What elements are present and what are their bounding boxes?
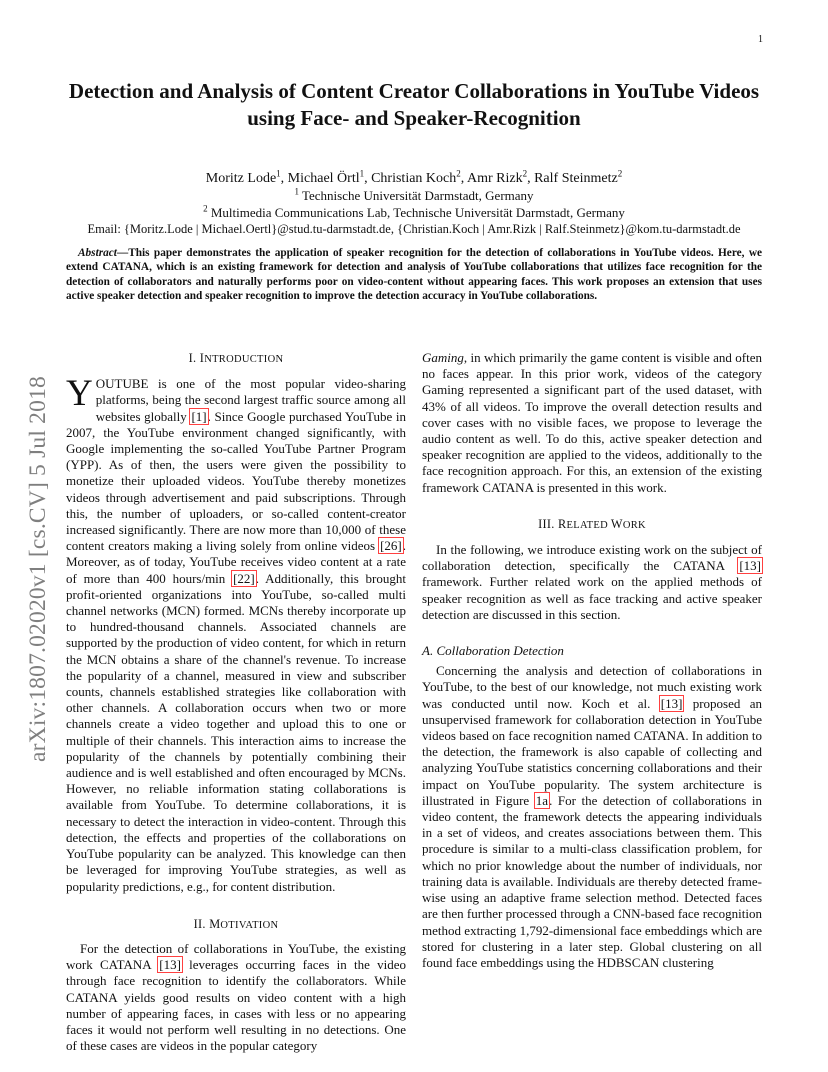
author-separator: , xyxy=(364,171,372,186)
section-number: II. xyxy=(193,916,206,931)
abstract-dash: — xyxy=(116,247,129,259)
author-name: Michael Örtl xyxy=(287,171,360,186)
affiliation-text: Multimedia Communications Lab, Technische Universität Darmstadt, Germany xyxy=(210,205,625,220)
section-title-rest: ELATED xyxy=(566,519,611,531)
left-column xyxy=(66,350,406,1054)
arxiv-identifier: arXiv:1807.02020v1 [cs.CV] 5 Jul 2018 xyxy=(25,376,51,762)
author-list xyxy=(60,170,768,187)
collab-text-b: proposed an unsupervised framework for collaboration detection in YouTube videos based on face recognition named CATANA. In addition to the detection, the framework is also capable of collecting and analyzing YouTube statistics concerning collaborations and their impact on YouTube popularity. The system architecture is illustrated in Figure xyxy=(422,695,762,808)
right-column xyxy=(422,350,762,971)
author-separator: , xyxy=(527,171,535,186)
motivation-text-b: leverages occurring faces in the video through face recognition to identify the collaborators. While CATANA yields good results on video content with a high number of appearing faces, in cases with less or no appearing faces it would not perform well resulting in no detections. One of these cases are videos in the popular category xyxy=(66,957,406,1054)
intro-text-d: . Additionally, this brought profit-oriented organizations into YouTube, so-called multi channel networks (MCN) formed. MCNs thereby incorporate up to hundred-thousand channels. Associated channels are supported by the production of video content, for which in return the MCN obtains a share of the channel's revenue. To increase the popularity of a channel, measured in view and subscriber counts, channels established strategies like collaboration with other channels. A collaboration occurs when two or more channels create a video together and upload this to one or multiple of their channels. This interaction aims to increase the popularity of the channels by potentially combining their audience and is well established and often encouraged by MCNs. However, no reliable information stating collaborations is available from YouTube. To determine collaborations, it is necessary to detect the interaction in video-content. Through this detection, the effects and properties of the collaborations on YouTube popularity can be analyzed. This knowledge can then be leveraged for improving YouTube strategies, as well as popularity predictions, e.g., for content distribution. xyxy=(66,570,406,894)
intro-text-b: . Since Google purchased YouTube in 2007, the YouTube environment changed significantly, with Google implementing the so-called YouTube Partner Program (YPP). As of then, the users were given the possibility to monetize their uploaded videos. YouTube thereby monetizes videos through advertisement and paid subscriptions. Through this, the number of uploaders, or so-called content-creator increased significantly. There are now more than 10,000 of these content creators making a living solely from online videos xyxy=(66,408,406,554)
section-number: I. xyxy=(188,351,197,365)
motivation-paragraph-continued xyxy=(422,350,762,496)
section-number: III. xyxy=(538,516,555,531)
motivation-paragraph xyxy=(66,941,406,1054)
related-work-paragraph xyxy=(422,542,762,623)
collab-text-c: . For the detection of collaborations in video content, the framework detects the appearing individuals in a set of videos, and creates associations between them. This procedure is similar to a multi-class classification problem, for which no prior knowledge about the number of individuals, nor training data is available. Individuals are thereby detected frame-wise using an adaptive frame selection method. Detected faces are then further processed through a CNN-based face recognition method extracting 1,792-dimensional face embeddings which are stored for clustering in a later step. Global clustering on all found face embeddings using the HDBSCAN clustering xyxy=(422,792,762,970)
section-heading-related-work xyxy=(422,516,762,534)
author-affil-mark: 1 xyxy=(276,168,281,179)
affiliation-1 xyxy=(60,188,768,204)
collaboration-detection-paragraph xyxy=(422,663,762,971)
abstract-text: This paper demonstrates the application of speaker recognition for the detection of collaborations in YouTube videos. Here, we extend CATANA, which is an existing framework for detection and analysis of YouTube collaborations that utilizes face recognition for the detection of collaborators and naturally performs poor on video-content without appearing faces. This work proposes an extension that uses active speaker detection and speaker recognition to improve the detection accuracy in YouTube collaborations. xyxy=(66,247,762,302)
author-name: Christian Koch xyxy=(371,171,457,186)
introduction-paragraph xyxy=(66,373,406,895)
intro-text-c: . Moreover, as of today, YouTube receives video content at a rate of more than 400 hours/min xyxy=(66,538,406,586)
section-title-first-2: W xyxy=(610,516,623,531)
section-heading-introduction xyxy=(66,350,406,368)
author-name: Moritz Lode xyxy=(205,171,277,186)
citation-link[interactable]: [1] xyxy=(191,408,207,424)
section-heading-motivation xyxy=(66,916,406,934)
author-name: Ralf Steinmetz xyxy=(534,171,618,186)
citation-link[interactable]: [22] xyxy=(233,570,255,586)
affiliation-text: Technische Universität Darmstadt, Germany xyxy=(301,188,534,203)
author-separator: , xyxy=(460,171,467,186)
paper-title: Detection and Analysis of Content Creator Collaborations in YouTube Videos using Face- and Speaker-Recognition xyxy=(68,79,760,130)
related-text-b: framework. Further related work on the applied methods of speaker recognition as well as face tracking and active speaker detection are discussed in this section. xyxy=(422,574,762,622)
figure-reference-link[interactable]: 1a xyxy=(535,792,549,808)
collab-text-a: Concerning the analysis and detection of collaborations in YouTube, to the best of our knowledge, not much existing work was conducted until now. Koch et al. xyxy=(422,663,762,711)
abstract xyxy=(66,246,762,303)
motivation-text-c: Gaming xyxy=(422,350,464,365)
author-affil-mark: 2 xyxy=(522,168,528,179)
citation-link[interactable]: [13] xyxy=(660,695,683,711)
citation-link[interactable]: [26] xyxy=(380,538,402,554)
section-title-rest: OTIVATION xyxy=(220,919,279,931)
citation-link[interactable]: [13] xyxy=(159,957,181,973)
motivation-text-a: For the detection of collaborations in YouTube, the existing work CATANA xyxy=(66,940,406,973)
abstract-label: Abstract xyxy=(78,247,117,259)
author-affil-mark: 1 xyxy=(359,168,365,179)
affiliation-mark: 2 xyxy=(203,203,208,214)
author-separator: , xyxy=(280,171,288,186)
affiliation-2 xyxy=(60,205,768,221)
author-name: Amr Rizk xyxy=(466,171,523,186)
section-title-rest-2: ORK xyxy=(622,519,646,531)
related-text-a: In the following, we introduce existing work on the subject of collaboration detection, specifically the CATANA xyxy=(422,542,762,574)
section-title-first: I xyxy=(199,351,205,365)
section-title-first: R xyxy=(558,516,567,531)
affiliation-mark: 1 xyxy=(294,186,299,197)
citation-link[interactable]: [13] xyxy=(739,558,761,574)
section-title-rest: NTRODUCTION xyxy=(204,354,284,365)
section-title-first: M xyxy=(209,916,221,931)
subsection-heading-collaboration-detection: A. Collaboration Detection xyxy=(422,643,564,659)
page-number: 1 xyxy=(758,34,763,45)
intro-text-a: OUTUBE is one of the most popular video-sharing platforms, being the second largest traffic source among all websites globally xyxy=(95,376,406,424)
drop-cap: Y xyxy=(66,373,93,415)
motivation-text-d: , in which primarily the game content is visible and often no faces appear. In this prior work, videos of the category Gaming represented a significant part of the used dataset, with 43% of all videos. To improve the overall detection results and cover cases with no visible faces, we propose to leverage the audio content as well. To do this, active speaker detection and speaker recognition are applied to the videos, additionally to the face recognition approach. For this, an extension of the existing framework CATANA is presented in this work. xyxy=(422,350,762,495)
author-affil-mark: 2 xyxy=(617,168,623,179)
author-affil-mark: 2 xyxy=(456,168,461,179)
contact-email: Email: {Moritz.Lode | Michael.Oertl}@stud.tu-darmstadt.de, {Christian.Koch | Amr.Rizk | Ralf.Steinmetz}@kom.tu-darmstadt.de xyxy=(87,222,741,236)
